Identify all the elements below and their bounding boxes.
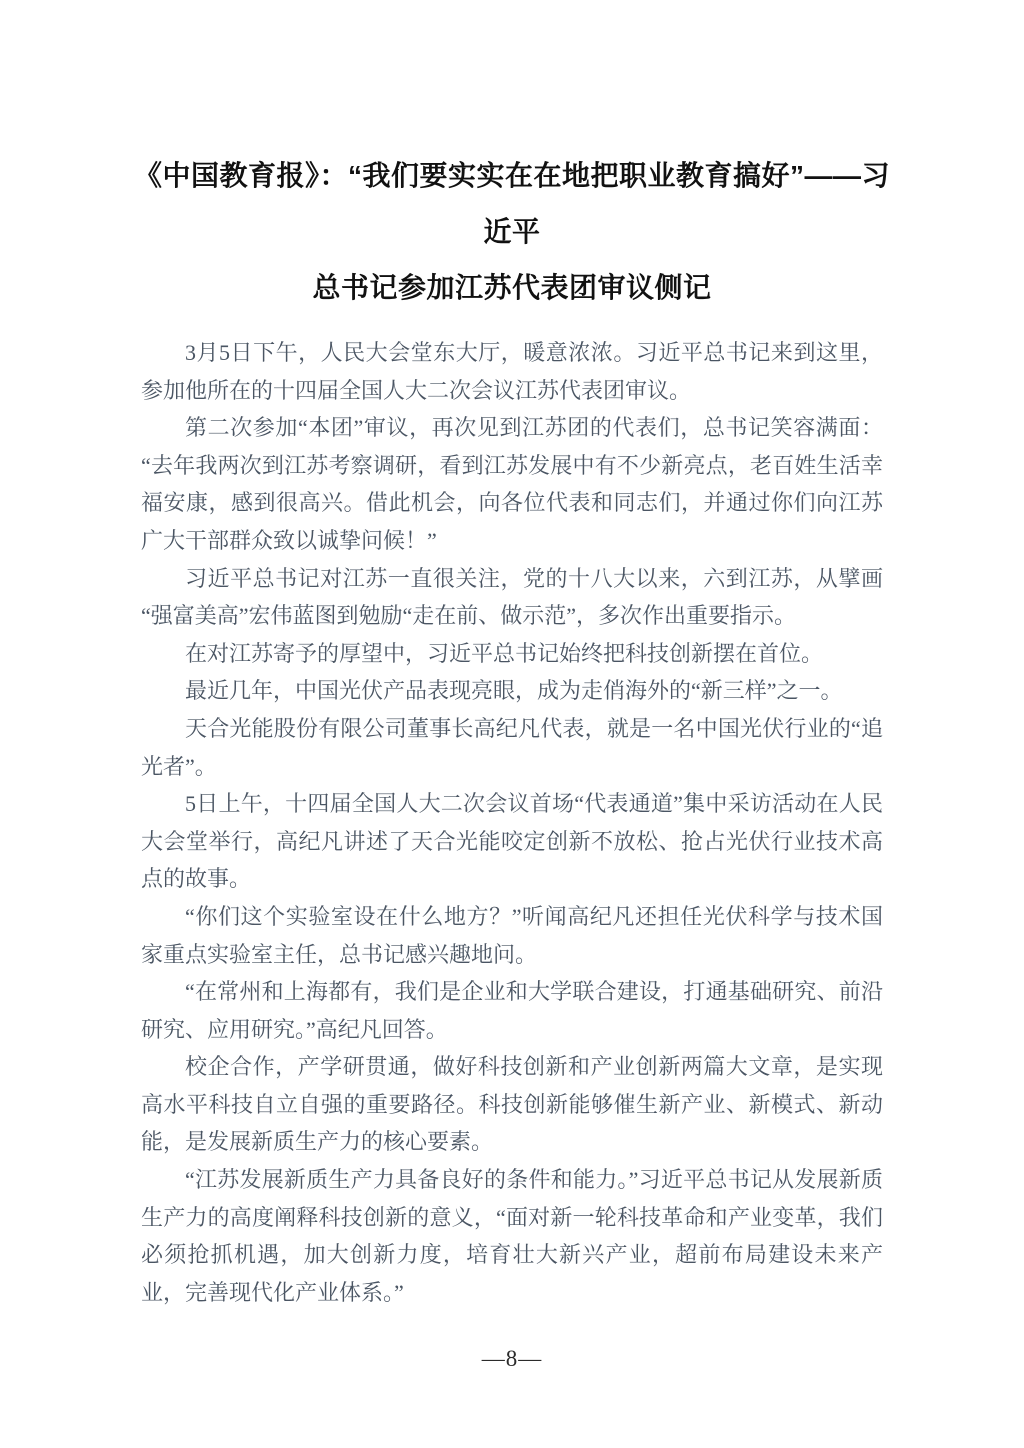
paragraph: “在常州和上海都有，我们是企业和大学联合建设，打通基础研究、前沿研究、应用研究。”高纪凡回答。	[141, 979, 883, 1042]
document-title-line-2: 总书记参加江苏代表团审议侧记	[312, 272, 712, 303]
paragraph: 3月5日下午，人民大会堂东大厅，暖意浓浓。习近平总书记来到这里，参加他所在的十四届全国人大二次会议江苏代表团审议。	[141, 340, 883, 403]
paragraph: 在对江苏寄予的厚望中，习近平总书记始终把科技创新摆在首位。	[185, 640, 824, 666]
paragraph: 5日上午，十四届全国人大二次会议首场“代表通道”集中采访活动在人民大会堂举行，高纪凡讲述了天合光能咬定创新不放松、抢占光伏行业技术高点的故事。	[141, 791, 883, 892]
paragraph: 最近几年，中国光伏产品表现亮眼，成为走俏海外的“新三样”之一。	[185, 678, 843, 704]
document-title	[122, 148, 902, 316]
paragraph: 校企合作，产学研贯通，做好科技创新和产业创新两篇大文章，是实现高水平科技自立自强的重要路径。科技创新能够催生新产业、新模式、新动能，是发展新质生产力的核心要素。	[141, 1054, 883, 1155]
page-number: —8—	[481, 1346, 543, 1371]
paragraph: “江苏发展新质生产力具备良好的条件和能力。”习近平总书记从发展新质生产力的高度阐释科技创新的意义，“面对新一轮科技革命和产业变革，我们必须抢抓机遇，加大创新力度，培育壮大新兴产业，超前布局建设未来产业，完善现代化产业体系。”	[141, 1167, 883, 1305]
document-body	[141, 334, 883, 1311]
paragraph: “你们这个实验室设在什么地方？”听闻高纪凡还担任光伏科学与技术国家重点实验室主任，总书记感兴趣地问。	[141, 903, 883, 967]
document-title-line-1: 《中国教育报》：“我们要实实在在地把职业教育搞好”——习近平	[133, 160, 890, 247]
paragraph: 天合光能股份有限公司董事长高纪凡代表，就是一名中国光伏行业的“追光者”。	[141, 715, 883, 779]
paragraph: 第二次参加“本团”审议，再次见到江苏团的代表们，总书记笑容满面：“去年我两次到江苏考察调研，看到江苏发展中有不少新亮点，老百姓生活幸福安康，感到很高兴。借此机会，向各位代表和同志们，并通过你们向江苏广大干部群众致以诚挚问候！”	[141, 415, 883, 553]
paragraph: 习近平总书记对江苏一直很关注，党的十八大以来，六到江苏，从擘画“强富美高”宏伟蓝图到勉励“走在前、做示范”，多次作出重要指示。	[141, 565, 883, 629]
